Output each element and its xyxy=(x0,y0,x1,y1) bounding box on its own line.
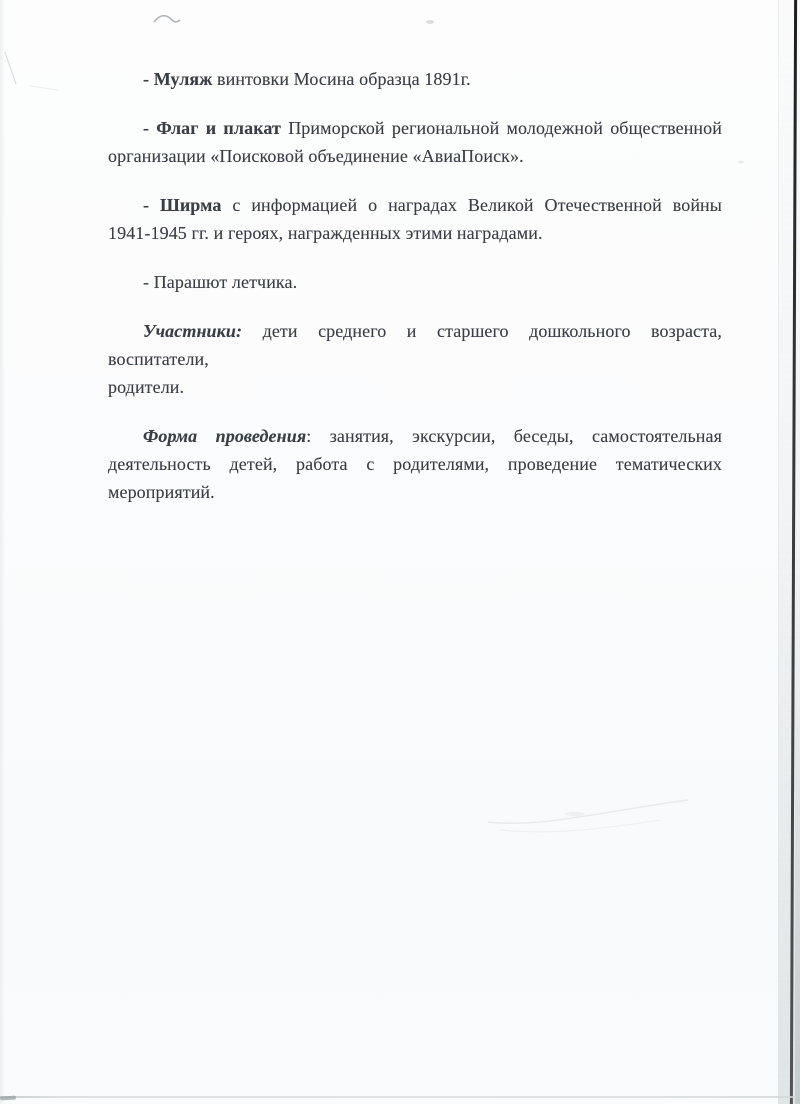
text-line xyxy=(108,373,722,401)
paragraph xyxy=(108,317,722,401)
emphasis-run: - Флаг и плакат xyxy=(143,118,281,138)
paragraph xyxy=(108,191,722,247)
emphasis-run: - Ширма xyxy=(143,195,222,215)
paper-crease xyxy=(488,800,688,823)
left-paper-edge xyxy=(0,0,5,1104)
text-line xyxy=(108,422,722,450)
text-run: с информацией о наградах Великой Отечественной войны xyxy=(221,195,722,215)
text-run: винтовки Мосина образца 1891г. xyxy=(212,69,471,89)
text-run: дети среднего и старшего дошкольного возраста, воспитатели, xyxy=(108,321,722,369)
pen-scribble-mark xyxy=(154,16,180,22)
text-line xyxy=(108,65,722,93)
corner-shadow xyxy=(795,684,800,1104)
paper-crease xyxy=(500,820,660,832)
text-run: - Парашют летчика. xyxy=(143,272,298,292)
text-line xyxy=(108,191,722,219)
smudge-mark xyxy=(30,86,58,90)
speck-mark xyxy=(738,161,744,164)
text-run: деятельность детей, работа с родителями, проведение тематических мероприятий. xyxy=(108,454,722,502)
bottom-edge-tick xyxy=(0,1096,16,1101)
emphasis-run: Форма проведения xyxy=(143,426,307,446)
paragraph xyxy=(108,422,722,506)
text-line xyxy=(108,317,722,373)
emphasis-run: Участники: xyxy=(143,321,243,341)
text-line xyxy=(108,219,722,247)
speck-mark xyxy=(426,20,434,24)
paragraph xyxy=(108,268,722,296)
text-run: организации «Поисковой объединение «АвиаПоиск». xyxy=(108,146,524,166)
text-run: Приморской региональной молодежной общественной xyxy=(280,118,722,138)
text-line xyxy=(108,450,722,506)
text-run: : занятия, экскурсии, беседы, самостоятельная xyxy=(306,426,722,446)
bottom-edge-line xyxy=(0,1096,796,1098)
text-run: родители. xyxy=(108,377,185,397)
paragraph xyxy=(108,65,722,93)
text-line xyxy=(108,142,722,170)
text-block xyxy=(108,65,722,527)
emphasis-run: - Муляж xyxy=(143,69,213,89)
smudge-mark xyxy=(565,812,585,816)
text-line xyxy=(108,114,722,142)
text-line xyxy=(108,268,722,296)
scratch-mark xyxy=(5,52,16,84)
paragraph xyxy=(108,114,722,170)
text-run: 1941-1945 гг. и героях, награжденных этими наградами. xyxy=(108,223,543,243)
